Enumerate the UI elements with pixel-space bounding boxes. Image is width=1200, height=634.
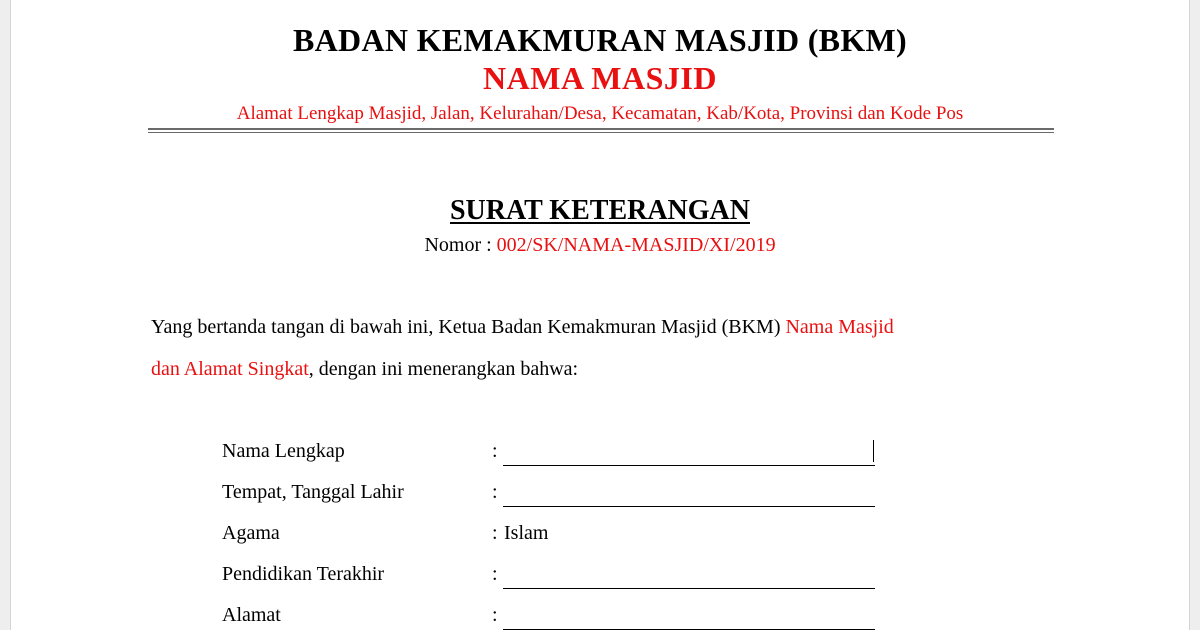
fill-in-line[interactable] xyxy=(503,465,875,466)
fill-in-line[interactable] xyxy=(503,588,875,589)
field-row-tempat-tanggal-lahir xyxy=(222,481,882,511)
field-colon: : xyxy=(492,440,498,462)
org-title: BADAN KEMAKMURAN MASJID (BKM) xyxy=(293,22,907,58)
mosque-name: NAMA MASJID xyxy=(483,60,717,96)
text-cursor xyxy=(873,440,874,462)
field-row-nama-lengkap xyxy=(222,440,882,470)
intro-mosque-address: dan Alamat Singkat xyxy=(151,358,309,380)
field-colon: : xyxy=(492,522,498,544)
header-divider xyxy=(148,128,1054,130)
field-colon: : xyxy=(492,481,498,503)
field-colon: : xyxy=(492,604,498,626)
intro-line-1 xyxy=(151,316,894,339)
document-number-value: 002/SK/NAMA-MASJID/XI/2019 xyxy=(496,234,776,256)
document-number-label: Nomor : xyxy=(424,234,497,256)
field-value: Islam xyxy=(504,522,549,544)
intro-text-1: Yang bertanda tangan di bawah ini, Ketua Badan Kemakmuran Masjid (BKM) xyxy=(151,316,786,338)
intro-line-2 xyxy=(151,358,578,381)
field-label: Nama Lengkap xyxy=(222,440,345,462)
field-label: Agama xyxy=(222,522,280,544)
field-row-agama xyxy=(222,522,882,552)
field-label: Pendidikan Terakhir xyxy=(222,563,385,585)
document-number xyxy=(0,234,1200,257)
document-title xyxy=(0,195,1200,227)
intro-mosque-name: Nama Masjid xyxy=(785,316,894,338)
intro-text-2: , dengan ini menerangkan bahwa: xyxy=(308,358,579,380)
field-label: Alamat xyxy=(222,604,281,626)
header-divider-thin xyxy=(148,132,1054,133)
fill-in-line[interactable] xyxy=(503,506,875,507)
field-colon: : xyxy=(492,563,498,585)
field-row-pendidikan-terakhir xyxy=(222,563,882,593)
field-label: Tempat, Tanggal Lahir xyxy=(222,481,404,503)
document-title-text: SURAT KETERANGAN xyxy=(449,195,750,226)
mosque-address: Alamat Lengkap Masjid, Jalan, Kelurahan/Desa, Kecamatan, Kab/Kota, Provinsi dan Kode Pos xyxy=(236,103,964,124)
